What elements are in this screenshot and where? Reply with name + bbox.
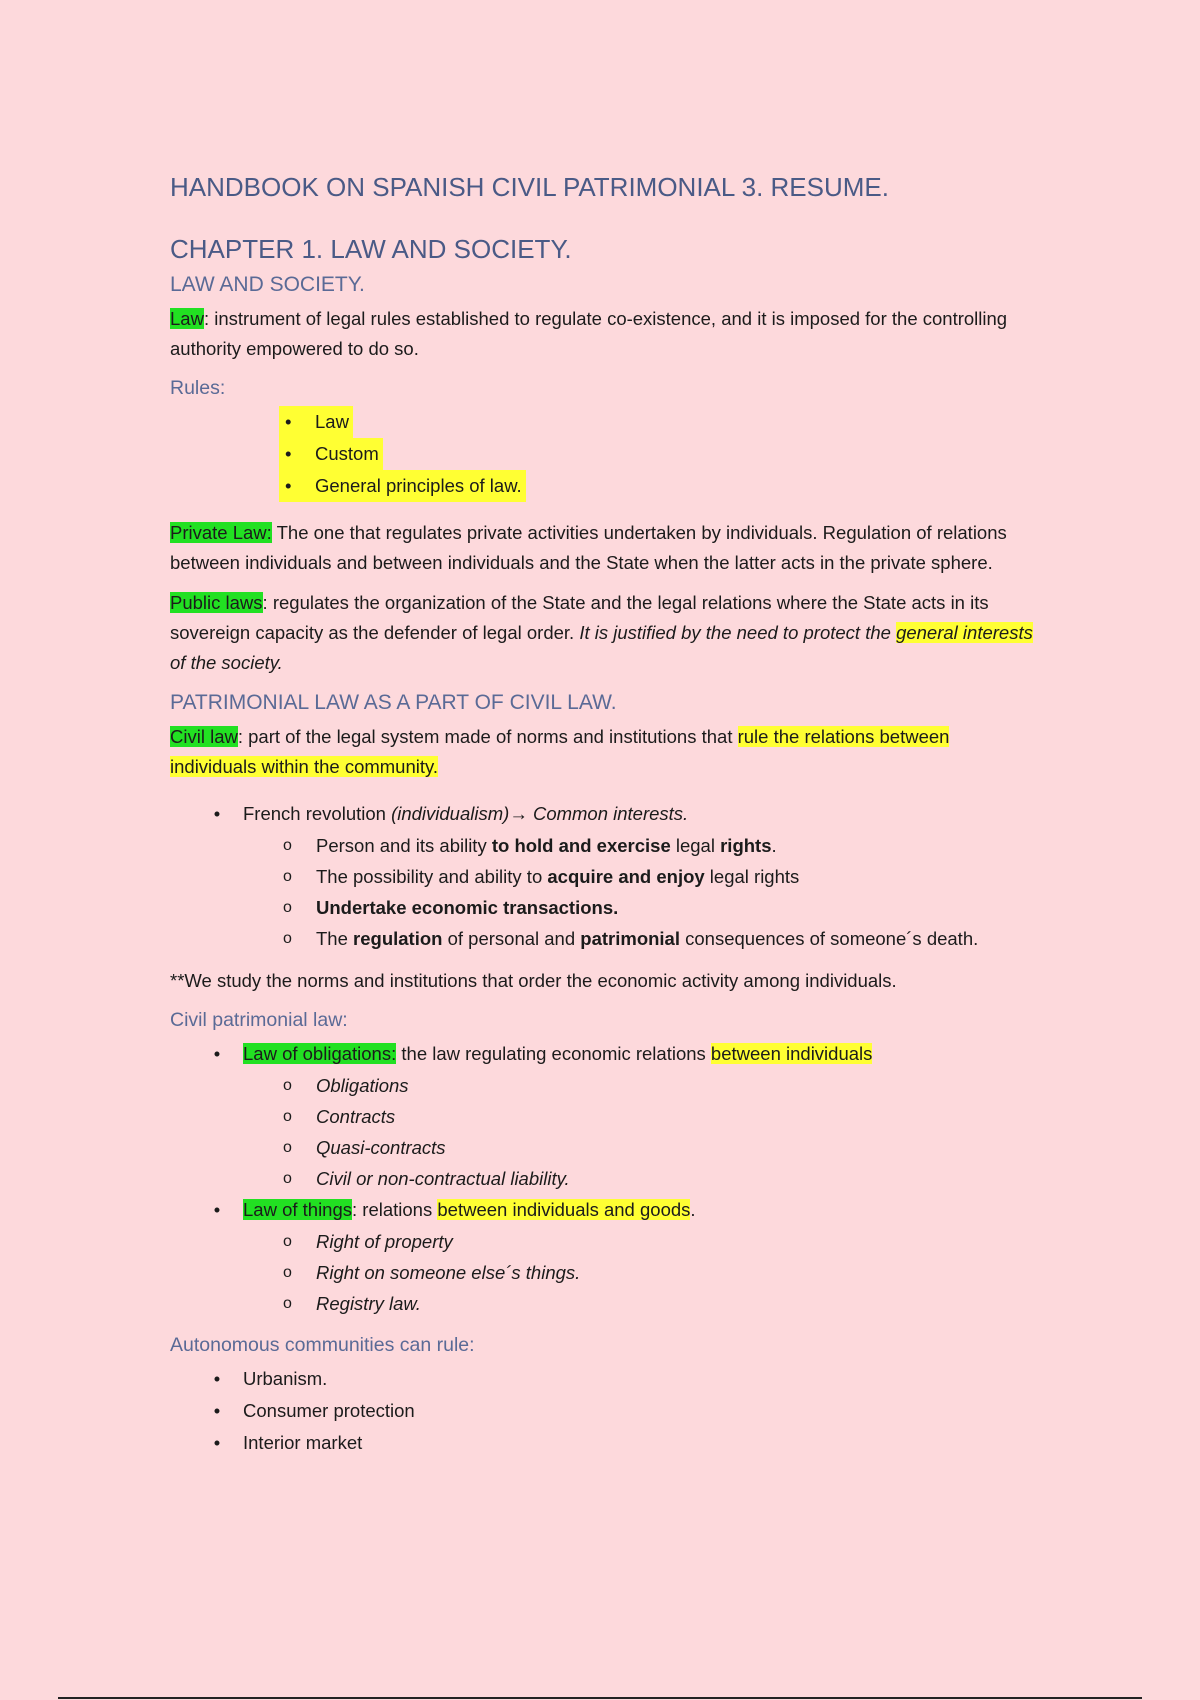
- civil-law-definition: Civil law: part of the legal system made of norms and institutions that rule the relations between individuals within the community.: [170, 726, 950, 777]
- list-item: o Undertake economic transactions.: [243, 892, 1040, 923]
- list-item: o Obligations: [243, 1070, 1040, 1101]
- public-law-term: Public laws: [170, 592, 263, 613]
- rules-heading: Rules:: [170, 377, 226, 399]
- list-item: • Interior market: [170, 1427, 1040, 1459]
- things-term: Law of things: [243, 1199, 353, 1220]
- section-heading-patrimonial: PATRIMONIAL LAW AS A PART OF CIVIL LAW.: [170, 691, 617, 714]
- autonomous-heading: Autonomous communities can rule:: [170, 1334, 475, 1356]
- list-item: • Custom: [170, 438, 1040, 470]
- document-page: [170, 170, 1040, 1471]
- bullet-icon: •: [213, 1368, 221, 1389]
- bullet-icon: •: [213, 1199, 221, 1220]
- civil-law-term: Civil law: [170, 726, 238, 747]
- list-item: • Law of obligations: the law regulating economic relations between individuals o Obligations o Contracts o Quasi-contracts o Civil or non-contractual liability.: [170, 1038, 1040, 1194]
- list-item: o The regulation of personal and patrimonial consequences of someone´s death.: [243, 923, 1040, 954]
- civil-patrimonial-heading: Civil patrimonial law:: [170, 1009, 348, 1031]
- bullet-icon: •: [213, 1400, 221, 1421]
- page-bottom-rule: [58, 1697, 1142, 1699]
- list-item: o The possibility and ability to acquire and enjoy legal rights: [243, 861, 1040, 892]
- obligations-term: Law of obligations:: [243, 1043, 397, 1064]
- circle-bullet-icon: o: [283, 1295, 292, 1312]
- section-heading-law-society: LAW AND SOCIETY.: [170, 273, 365, 296]
- list-item: o Contracts: [243, 1101, 1040, 1132]
- obligations-sub-list: [243, 1070, 1040, 1194]
- list-item: • General principles of law.: [170, 470, 1040, 502]
- list-item: o Right on someone else´s things.: [243, 1257, 1040, 1288]
- bullet-icon: •: [213, 1432, 221, 1453]
- document-title: HANDBOOK ON SPANISH CIVIL PATRIMONIAL 3. RESUME.: [170, 172, 889, 202]
- circle-bullet-icon: o: [283, 837, 292, 854]
- circle-bullet-icon: o: [283, 1233, 292, 1250]
- sub-list: [243, 830, 1040, 954]
- things-sub-list: [243, 1226, 1040, 1319]
- list-item: o Civil or non-contractual liability.: [243, 1163, 1040, 1194]
- private-law-term: Private Law:: [170, 522, 272, 543]
- circle-bullet-icon: o: [283, 1108, 292, 1125]
- law-term: Law: [170, 308, 204, 329]
- circle-bullet-icon: o: [283, 868, 292, 885]
- list-item: o Registry law.: [243, 1288, 1040, 1319]
- arrow-icon: →: [509, 803, 528, 824]
- autonomous-list: [170, 1363, 1040, 1459]
- bullet-icon: •: [285, 411, 292, 432]
- law-def-text: : instrument of legal rules established to regulate co-existence, and it is imposed for the controlling authority empowered to do so.: [170, 308, 1008, 359]
- bullet-icon: •: [213, 803, 221, 824]
- list-item: • Urbanism.: [170, 1363, 1040, 1395]
- circle-bullet-icon: o: [283, 1170, 292, 1187]
- law-definition: [170, 304, 1040, 364]
- chapter-heading: CHAPTER 1. LAW AND SOCIETY.: [170, 234, 572, 264]
- french-revolution-list: [170, 798, 1040, 954]
- rules-list: [170, 406, 1040, 502]
- bullet-icon: •: [285, 475, 292, 496]
- public-law-definition: Public laws: regulates the organization of the State and the legal relations where the State acts in its sovereign capacity as the defender of legal order. It is justified by the need to protect the general interests of the society.: [170, 592, 1033, 673]
- list-item: • Consumer protection: [170, 1395, 1040, 1427]
- circle-bullet-icon: o: [283, 1139, 292, 1156]
- list-item: o Quasi-contracts: [243, 1132, 1040, 1163]
- list-item: • Law of things: relations between individuals and goods. o Right of property o Right on someone else´s things. o Registry law.: [170, 1194, 1040, 1319]
- list-item: o Person and its ability to hold and exercise legal rights.: [243, 830, 1040, 861]
- list-item: • Law: [170, 406, 1040, 438]
- study-note: **We study the norms and institutions that order the economic activity among individuals.: [170, 970, 897, 991]
- list-item: o Right of property: [243, 1226, 1040, 1257]
- private-law-definition: Private Law: The one that regulates private activities undertaken by individuals. Regulation of relations between individuals and between individuals and the State when the latter acts in the private sphere.: [170, 522, 1007, 573]
- bullet-icon: •: [285, 443, 292, 464]
- list-item: • French revolution (individualism)→ Common interests. o Person and its ability to hold and exercise legal rights. o The possibility and ability to acquire and enjoy legal rights o Undertake economic transactions. o The regulation of personal and patrimonial consequences of someone´s death.: [170, 798, 1040, 954]
- circle-bullet-icon: o: [283, 1264, 292, 1281]
- bullet-icon: •: [213, 1043, 221, 1064]
- circle-bullet-icon: o: [283, 930, 292, 947]
- circle-bullet-icon: o: [283, 1077, 292, 1094]
- civil-patrimonial-list: [170, 1038, 1040, 1319]
- circle-bullet-icon: o: [283, 899, 292, 916]
